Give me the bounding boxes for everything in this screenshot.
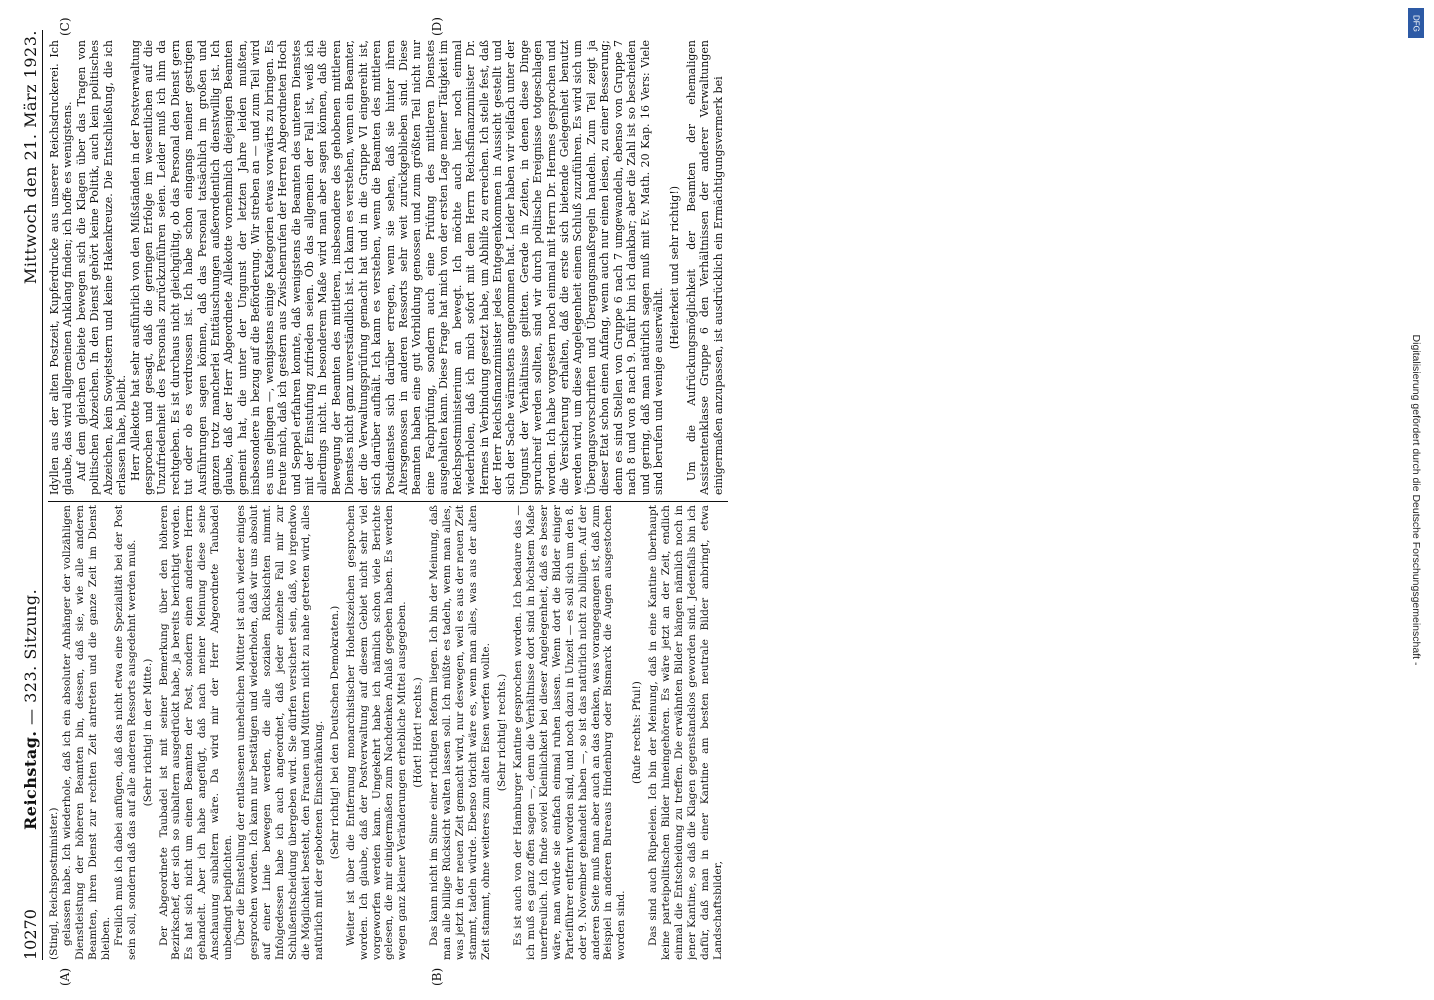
paragraph: Der Abgeordnete Taubadel ist mit seiner Bemerkung über den höheren Bezirkschef, der sich so subaltern ausgedrückt habe, ja bereits berichtigt worden. Es hat sich nicht um einen Beamten der Post, sondern einen anderen Herrn gehandelt. Aber ich habe angefügt, daß nach meiner Meinung diese seine Anschauung subaltern wäre. Da wird mir der Herr Abgeordnete Taubadel unbedingt beipflichten. (157, 505, 235, 960)
speaker-line: (Stingl, Reichspostminister.) (48, 807, 60, 960)
left-column (48, 505, 728, 960)
paragraph: Weiter ist über die Entfernung monarchistischer Hoheitszeichen gesprochen worden. Ich glaube, daß der Postverwaltung auf diesem Gebiet nicht sehr viel vorgeworfen werden kann. Umgekehrt habe ich nämlich schon viele Berichte gelesen, die mir einigermaßen zum Nachdenken Anlaß gegeben haben. Es werden wegen ganz kleiner Veränderungen erhebliche Mittel ausgegeben. (344, 505, 409, 960)
column-divider (48, 501, 728, 502)
margin-marker-a: (A) (58, 967, 72, 986)
header-session: — 323. Sitzung. (21, 588, 40, 731)
paragraph: Das kann nicht im Sinne einer richtigen Reform liegen. Ich bin der Meinung, daß man alle billige Rücksicht walten lassen soll. Ich müßte es tadeln, wenn man alles, was jetzt in der neuen Zeit gemacht wird, nur deswegen, weil es aus der neuen Zeit stammt, tadeln würde. Ebenso töricht wäre es, wenn man alles, was aus der alten Zeit stammt, ohne weiteres zum alten Eisen werfen wollte. (428, 505, 492, 960)
paragraph: gelassen habe. Ich wiederhole, daß ich ein absoluter Anhänger der vollzähligen Dienstleistung der höheren Beamten bin, dessen, daß sie, wie alle anderen Beamten, ihren Dienst zur rechten Zeit antreten und die ganze Zeit im Dienst bleiben. (60, 505, 112, 960)
page-number: 10270 (21, 909, 40, 960)
paragraph: Um die Aufrückungsmöglichkeit der Beamten der ehemaligen Assistentenklasse Gruppe 6 den Verhältnissen der anderer Verwaltungen einigermaßen anzupassen, ist ausdrücklich ein Ermächtigungsvermerk bei (684, 40, 725, 495)
paragraph: Das sind auch Rüpeleien. Ich bin der Meinung, daß in eine Kantine überhaupt keine parteipolitischen Bilder hineingehören. Es wäre jetzt an der Zeit, endlich einmal die Entscheidung zu treffen. Die erwähnten Bilder hängen nämlich noch in jener Kantine, so daß die Klagen gegenstandslos geworden sind. Jedenfalls bin ich dafür, daß man in einer Kantine am besten neutrale Bilder anbringt, etwa Landschaftsbilder, (647, 505, 724, 960)
interjection: (Rufe rechts: Pfui!) (631, 681, 644, 784)
paragraph: Auf dem gleichen Gebiete bewegen sich die Klagen über das Tragen von politischen Abzeichen. In den Dienst gehört keine Politik, auch kein politisches Abzeichen, kein Sowjetstern und keine Hakenkreuze. Die Entschließung, die ich erlassen habe, bleibt. (74, 40, 129, 495)
interjection: (Sehr richtig! bei den Deutschen Demokraten.) (328, 605, 341, 860)
paragraph: Über die Einstellung der entlassenen unehelichen Mütter ist auch wieder einiges gesprochen worden. Ich kann nur bestätigen und wiederholen, daß wir uns absolut auf einer Linie bewegen werden, die alle sozialen Rücksichten nimmt. Infolgedessen habe ich auch angeordnet, daß jeder einzelne Fall mir zur Schlußentscheidung übergeben wird. Sie dürfen versichert sein, daß, wo irgendwo die Möglichkeit besteht, den Frauen und Müttern nicht zu nahe getreten wird, alles natürlich mit der gebotenen Einschränkung. (235, 505, 325, 960)
paragraph: Es ist auch von der Hamburger Kantine gesprochen worden. Ich bedaure das — ich muß es ganz offen sagen —, denn die Verhältnisse dort sind in höchstem Maße unerfreulich. Ich finde soviel Kleinlichkeit bei dieser Angelegenheit, daß es besser wäre, man würde sie einfach einmal ruhen lassen. Wenn dort die Bilder einiger Parteiführer entfernt worden sind, und noch dazu in Unzeit — es soll sich um den 8. oder 9. November gehandelt haben —, so ist das natürlich nicht zu billigen. Auf der anderen Seite muß man aber auch an das denken, was vorangegangen ist, daß zum Beispiel in anderen Bureaus Hindenburg oder Bismarck die Augen ausgestochen worden sind. (511, 505, 628, 960)
header-rule (42, 30, 43, 960)
margin-marker-c: (C) (58, 17, 72, 36)
page-header (14, 30, 40, 960)
paragraph: Idyllen aus der alten Postzeit, Kupferdrucke aus unserer Reichsdruckerei. Ich glaube, das wird allgemeinen Anklang finden; ich hoffe es wenigstens. (48, 40, 75, 495)
interjection: (Sehr richtig! rechts.) (495, 673, 508, 792)
paragraph: Freilich muß ich dabei anfügen, daß das nicht etwa eine Spezialität bei der Post sein soll, sondern daß das auf alle anderen Ressorts ausgedehnt werden muß. (112, 505, 138, 960)
header-body: Reichstag. (21, 730, 40, 830)
credit-text: Digitalisierung gefördert durch die Deutsche Forschungsgemeinschaft - (1410, 334, 1422, 666)
header-title (21, 284, 40, 870)
dfg-logo: DFG (1408, 8, 1424, 38)
right-column (48, 40, 728, 495)
header-date: Mittwoch den 21. März 1923. (21, 30, 40, 285)
margin-marker-d: (D) (430, 17, 444, 36)
interjection: (Sehr richtig! in der Mitte.) (141, 658, 154, 807)
interjection: (Heiterkeit und sehr richtig!) (668, 185, 682, 350)
paragraph: Herr Allekotte hat sehr ausführlich von den Mißständen in der Postverwaltung gesprochen und gesagt, daß die geringen Erfolge im wesentlichen auf die Unzufriedenheit des Personals zurückzuführen seien. Leider muß ich ihm da rechtgeben. Es ist durchaus nicht gleichgültig, ob das Personal den Dienst gern tut oder ob es verdrossen ist. Ich habe schon eingangs meiner gestrigen Ausführungen sagen können, daß das Personal tatsächlich im großen und ganzen trotz mancherlei Enttäuschungen außerordentlich dienstwillig ist. Ich glaube, daß der Herr Abgeordnete Allekotte vornehmlich diejenigen Beamten gemeint hat, die unter der Ungunst der letzten Jahre leiden mußten, insbesondere in bezug auf die Beförderung. Wir streben an — und zum Teil wird es uns gelingen —, wenigstens einige Kategorien etwas vorwärts zu bringen. Es freute mich, daß ich gestern aus Zwischenrufen der Herren Abgeordneten Hoch und Seppel erfahren konnte, daß wenigstens die Beamten des unteren Dienstes mit der Einstufung zufrieden seien. Ob das allgemein der Fall ist, weiß ich allerdings nicht. In besonderem Maße wird man aber sagen können, daß die Bewegung der Beamten des mittleren, insbesondere des gehobenen mittleren Dienstes nicht ganz unverständlich ist. Ich kann es verstehen, wenn ein Beamter, der die Verwaltungsprüfung gemacht hat und in die Gruppe VI eingereiht ist, sich darüber aufhält. Ich kann es verstehen, wenn die Beamten des mittleren Postdienstes sich darüber erregen, wenn sie sehen, daß sie hinter ihren Altersgenossen in anderen Ressorts sehr weit zurückgeblieben sind. Diese Beamten haben eine gut Vorbildung genossen und zum größten Teil nicht nur eine Fachprüfung, sondern auch eine Prüfung des mittleren Dienstes ausgehalten kann. Diese Frage hat mich von der ersten Lage meiner Tätigkeit im Reichspostministerium an bewegt. Ich möchte auch hier noch einmal wiederholen, daß ich mich sofort mit dem Herrn Reichsfinanzminister Dr. Hermes in Verbindung gesetzt habe, um Abhilfe zu erreichen. Ich stelle fest, daß der Herr Reichsfinanzminister jedes Entgegenkommen in Aussicht gestellt und sich der Sache wärmstens angenommen hat. Leider haben wir vielfach unter der Ungunst der Verhältnisse gelitten. Gerade in Zeiten, in denen diese Dinge spruchreif werden sollten, sind wir durch politische Ereignisse totgeschlagen worden. Ich habe vorgestern noch einmal mit Herrn Dr. Hermes gesprochen und die Versicherung erhalten, daß die erste sich bietende Gelegenheit benutzt werden wird, um diese Angelegenheit einem Schluß zuzuführen. Es wird sich um Übergangsvorschriften und Übergangsmaßregeln handeln. Zum Teil zeigt ja dieser Etat schon einen Anfang, wenn auch nur einen leisen, zu einer Besserung; denn es sind Stellen von Gruppe 6 nach 7 umgewandeln, ebenso von Gruppe 7 nach 8 und von 8 nach 9. Dafür bin ich dankbar; aber die Zahl ist so bescheiden und gering, daß man natürlich sagen muß mit Ev. Math. 20 Kap. 16 Vers: Viele sind berufen und wenige auserwählt. (128, 40, 665, 495)
interjection: (Hört! Hört! rechts.) (412, 677, 425, 788)
digitization-credit (1405, 20, 1427, 980)
margin-marker-b: (B) (430, 967, 444, 986)
